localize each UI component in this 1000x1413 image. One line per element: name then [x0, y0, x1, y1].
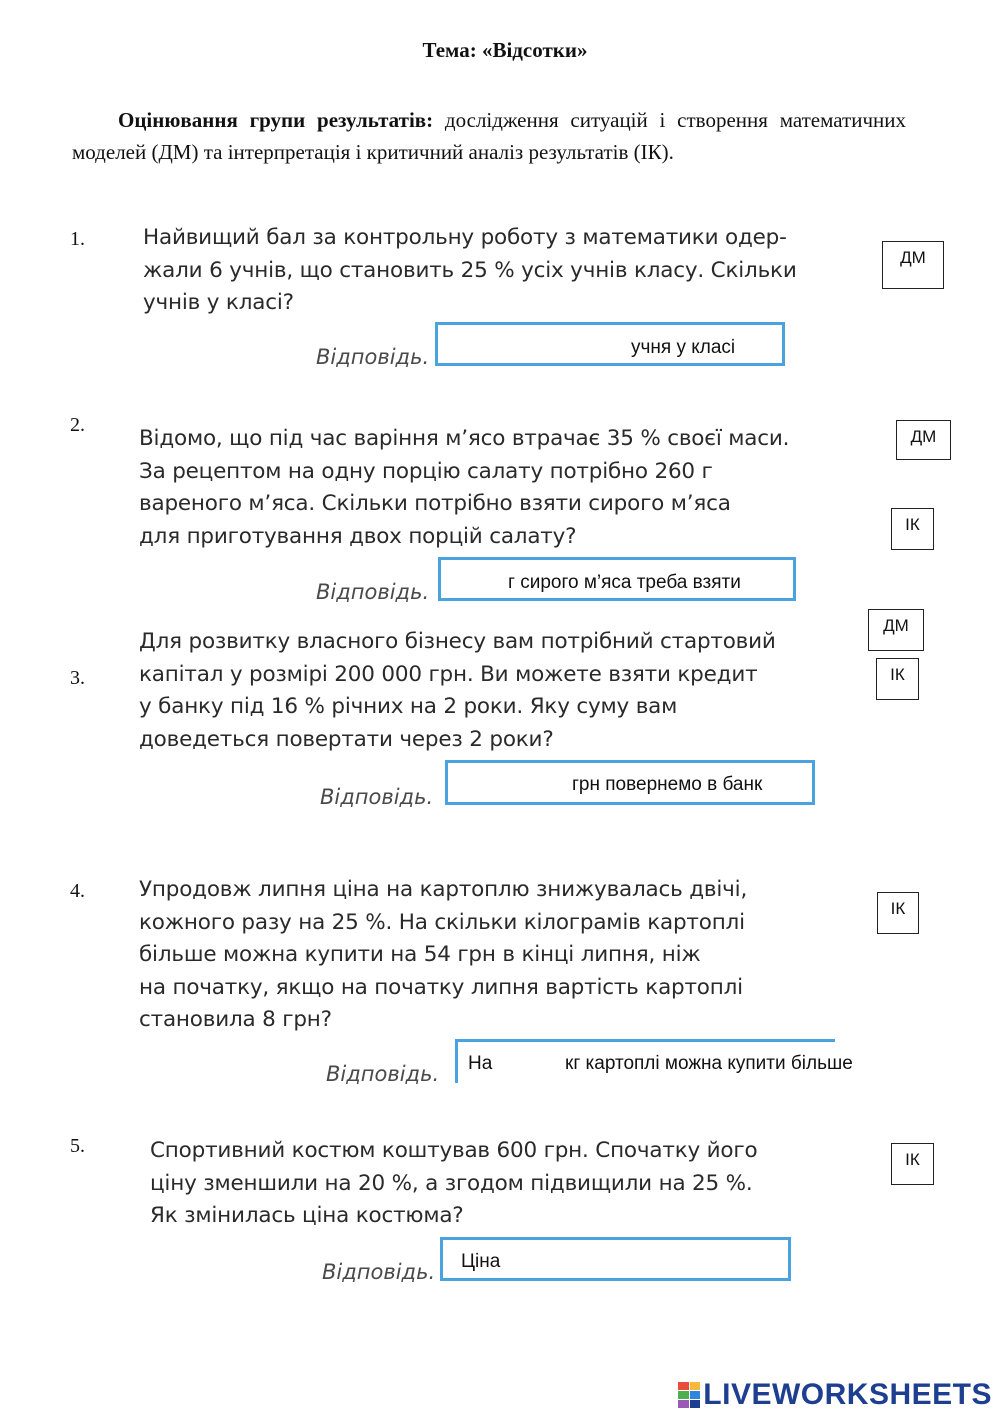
question-line: ціну зменшили на 20 %, а згодом підвищили на 25 %.: [150, 1170, 753, 1196]
task-2-tag-dm: ДМ: [896, 420, 951, 460]
question-line: Як змінилась ціна костюма?: [150, 1203, 464, 1228]
task-5-answer-label: Відповідь.: [322, 1260, 436, 1284]
liveworksheets-brand: LIVEWORKSHEETS: [703, 1378, 992, 1411]
task-5-answer-prefix: Ціна: [461, 1251, 501, 1272]
task-3-answer-label: Відповідь.: [320, 785, 434, 809]
task-3-tag-dm: ДМ: [868, 609, 924, 651]
task-5-tag-ik: ІК: [891, 1143, 934, 1185]
question-line: Спортивний костюм коштував 600 грн. Спочатку його: [150, 1138, 758, 1163]
task-2-question: [139, 423, 789, 553]
task-1-question: [143, 222, 797, 320]
task-1-answer-suffix: учня у класі: [631, 337, 736, 358]
task-1-tag-dm: ДМ: [882, 241, 944, 289]
task-4-question: [139, 874, 747, 1037]
question-line: для приготування двох порцій салату?: [139, 523, 577, 549]
question-line: більше можна купити на 54 грн в кінці липня, ніж: [139, 942, 701, 967]
task-4-tag-ik: ІК: [877, 892, 919, 934]
task-5-answer-field[interactable]: [440, 1237, 791, 1281]
task-2-tag-ik: ІК: [891, 508, 934, 550]
question-line: За рецептом на одну порцію салату потрібно 260 г: [139, 458, 713, 484]
task-4-answer-suffix: кг картоплі можна купити більше: [565, 1053, 853, 1074]
liveworksheets-logo-icon: [678, 1382, 700, 1408]
assessment-text: дослідження ситуацій і створення математичних моделей (ДМ) та інтерпретація і критичний аналіз результатів (ІК).: [72, 108, 906, 164]
assessment-label: Оцінювання групи результатів:: [118, 108, 434, 132]
task-3-question: [139, 626, 776, 756]
question-line: доведеться повертати через 2 роки?: [139, 726, 554, 752]
question-line: у банку під 16 % річних на 2 роки. Яку суму вам: [139, 694, 678, 719]
task-4-answer-label: Відповідь.: [326, 1062, 440, 1086]
task-1-number: 1.: [70, 228, 85, 250]
task-1-answer-field[interactable]: [435, 322, 785, 366]
task-2-answer-suffix: г сирого м’яса треба взяти: [508, 572, 741, 593]
question-line: на початку, якщо на початку липня вартість картоплі: [139, 974, 743, 1000]
task-4-number: 4.: [70, 880, 85, 902]
task-5-number: 5.: [70, 1135, 85, 1157]
task-2-number: 2.: [70, 414, 85, 436]
task-3-tag-ik: ІК: [876, 658, 919, 700]
question-line: капітал у розмірі 200 000 грн. Ви можете взяти кредит: [139, 661, 758, 687]
question-line: Упродовж липня ціна на картоплю знижувалась двічі,: [139, 877, 748, 902]
task-2-answer-label: Відповідь.: [316, 580, 430, 604]
task-4-answer-prefix: На: [468, 1053, 493, 1074]
assessment-description: [72, 104, 906, 168]
task-5-question: [150, 1135, 757, 1233]
question-line: Відомо, що під час варіння м’ясо втрачає 35 % своєї маси.: [139, 426, 790, 451]
liveworksheets-logo: [678, 1378, 992, 1412]
question-line: становила 8 грн?: [139, 1007, 332, 1032]
question-line: учнів у класі?: [143, 290, 294, 315]
question-line: кожного разу на 25 %. На скільки кілограмів картоплі: [139, 909, 745, 935]
task-2-answer-field[interactable]: [438, 557, 796, 601]
task-3-answer-suffix: грн повернемо в банк: [572, 774, 763, 795]
task-3-number: 3.: [70, 667, 85, 689]
question-line: Найвищий бал за контрольну роботу з математики одер-: [143, 225, 787, 250]
question-line: вареного м’яса. Скільки потрібно взяти сирого м’яса: [139, 491, 731, 516]
task-3-answer-field[interactable]: [445, 760, 815, 805]
question-line: Для розвитку власного бізнесу вам потрібний стартовий: [139, 629, 776, 654]
task-1-answer-label: Відповідь.: [316, 345, 430, 369]
question-line: жали 6 учнів, що становить 25 % усіх учнів класу. Скільки: [143, 257, 797, 283]
page-title: Тема: «Відсотки»: [422, 38, 588, 62]
